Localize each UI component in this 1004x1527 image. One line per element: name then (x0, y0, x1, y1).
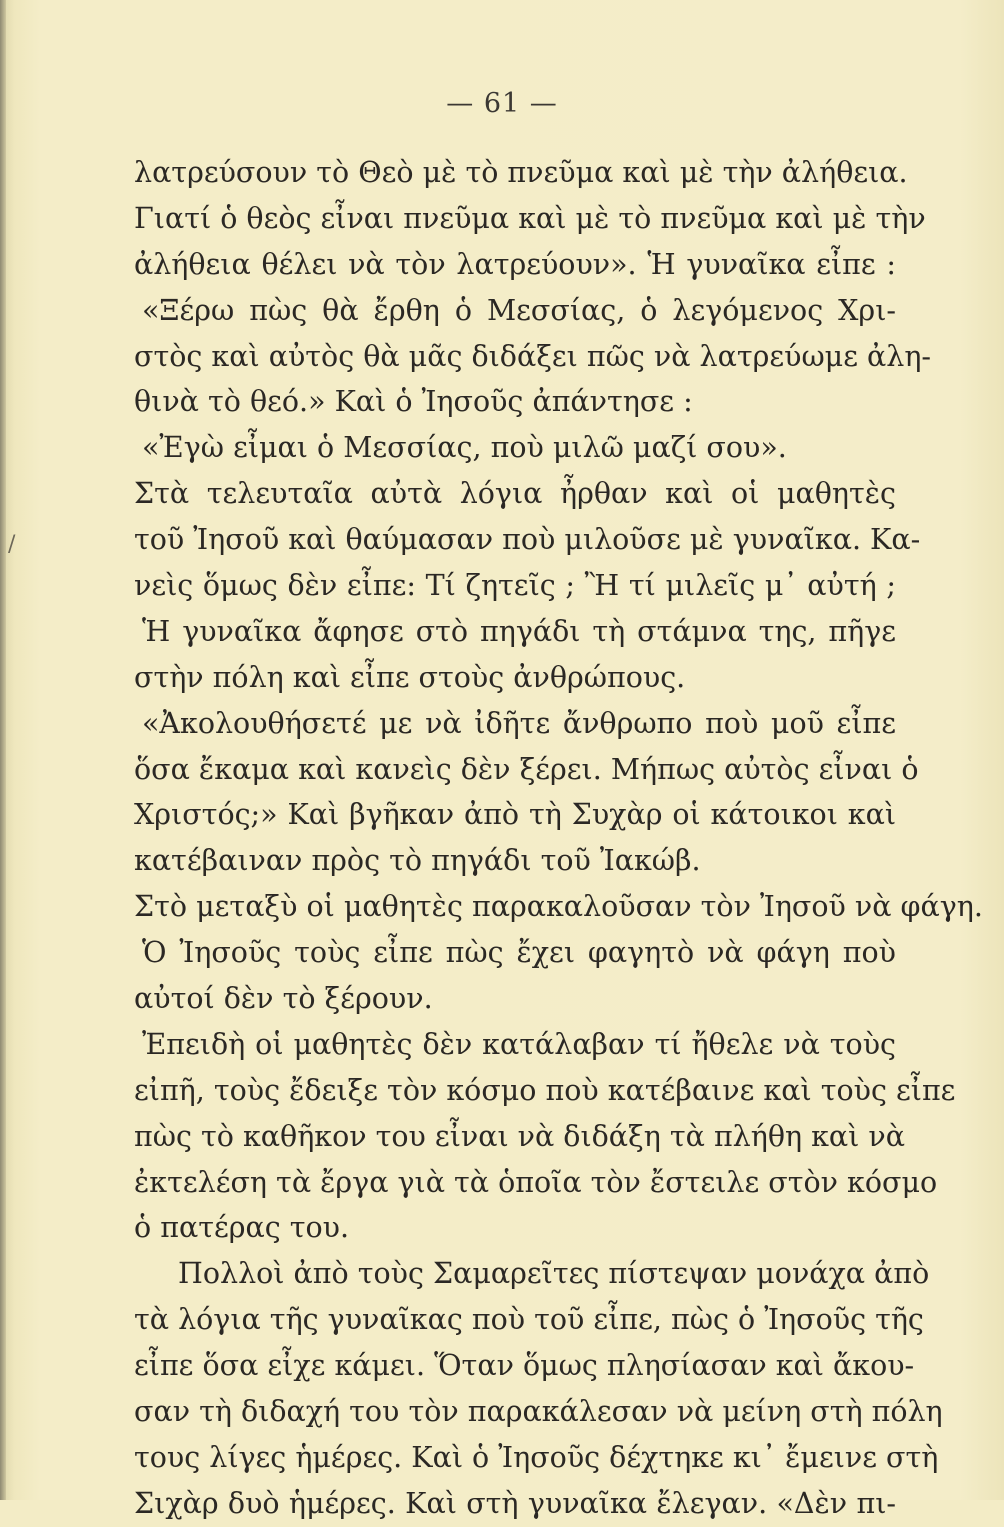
text-line: τους λίγες ἡμέρες. Καὶ ὁ Ἰησοῦς δέχτηκε κι᾽ ἔμεινε στὴ (134, 1440, 939, 1474)
page-edge-shadow (0, 0, 6, 1500)
text-line: στὸς καὶ αὐτὸς θὰ μᾶς διδάξει πῶς νὰ λατρεύωμε ἀλη- (134, 339, 932, 373)
text-line: Ἡ γυναῖκα ἄφησε στὸ πηγάδι τὴ στάμνα της, πῆγε (142, 614, 896, 648)
text-line: λατρεύσουν τὸ Θεὸ μὲ τὸ πνεῦμα καὶ μὲ τὴν ἀλήθεια. (134, 156, 908, 189)
text-line: νεὶς ὅμως δὲν εἶπε: Τί ζητεῖς ; Ἢ τί μιλεῖς μ᾽ αὐτή ; (134, 569, 896, 603)
text-line: Χριστός;» Καὶ βγῆκαν ἀπὸ τὴ Συχὰρ οἱ κάτοικοι καὶ (134, 798, 896, 832)
margin-pencil-mark: / (8, 532, 16, 557)
text-line: τοῦ Ἰησοῦ καὶ θαύμασαν ποὺ μιλοῦσε μὲ γυναῖκα. Κα- (134, 523, 921, 557)
text-line: «Ἀκολουθήσετέ με νὰ ἰδῆτε ἄνθρωπο ποὺ μοῦ εἶπε (142, 706, 896, 740)
text-line: «Ἐγὼ εἶμαι ὁ Μεσσίας, ποὺ μιλῶ μαζί σου». (142, 431, 787, 465)
text-line: Σιχὰρ δυὸ ἡμέρες. Καὶ στὴ γυναῖκα ἔλεγαν. «Δὲν πι- (134, 1486, 896, 1520)
text-line: κατέβαιναν πρὸς τὸ πηγάδι τοῦ Ἰακώβ. (134, 844, 701, 878)
text-line: ἐκτελέση τὰ ἔργα γιὰ τὰ ὁποῖα τὸν ἔστειλε στὸν κόσμο (134, 1165, 938, 1199)
text-line: Ἐπειδὴ οἱ μαθητὲς δὲν κατάλαβαν τί ἤθελε νὰ τοὺς (142, 1027, 896, 1061)
page-number: — 61 — (446, 88, 558, 119)
text-line: Ὁ Ἰησοῦς τοὺς εἶπε πὼς ἔχει φαγητὸ νὰ φάγη ποὺ (142, 936, 896, 970)
text-line: ὁ πατέρας του. (134, 1211, 350, 1245)
text-line: πὼς τὸ καθῆκον του εἶναι νὰ διδάξη τὰ πλήθη καὶ νὰ (134, 1119, 905, 1153)
text-line: εἰπῆ, τοὺς ἔδειξε τὸν κόσμο ποὺ κατέβαινε καὶ τοὺς εἶπε (134, 1073, 956, 1107)
text-line: εἶπε ὅσα εἶχε κάμει. Ὅταν ὅμως πλησίασαν καὶ ἄκου- (134, 1349, 915, 1383)
text-line: Πολλοὶ ἀπὸ τοὺς Σαμαρεῖτες πίστεψαν μονάχα ἀπὸ (178, 1257, 930, 1291)
text-line: ὅσα ἔκαμα καὶ κανεὶς δὲν ξέρει. Μήπως αὐτὸς εἶναι ὁ (134, 752, 919, 786)
text-line: θινὰ τὸ θεό.» Καὶ ὁ Ἰησοῦς ἀπάντησε : (134, 385, 693, 419)
text-line: Γιατί ὁ θεὸς εἶναι πνεῦμα καὶ μὲ τὸ πνεῦμα καὶ μὲ τὴν (134, 201, 926, 235)
text-line: σαν τὴ διδαχή του τὸν παρακάλεσαν νὰ μείνη στὴ πόλη (134, 1395, 943, 1429)
text-line: «Ξέρω πὼς θὰ ἔρθη ὁ Μεσσίας, ὁ λεγόμενος Χρι- (142, 293, 896, 327)
text-line: Στὰ τελευταῖα αὐτὰ λόγια ἦρθαν καὶ οἱ μαθητὲς (134, 477, 896, 511)
body-text (134, 150, 983, 1527)
text-line: ἀλήθεια θέλει νὰ τὸν λατρεύουν». Ἡ γυναῖκα εἶπε : (134, 247, 896, 281)
text-line: αὐτοί δὲν τὸ ξέρουν. (134, 982, 433, 1016)
text-line: στὴν πόλη καὶ εἶπε στοὺς ἀνθρώπους. (134, 660, 686, 694)
text-line: Στὸ μεταξὺ οἱ μαθητὲς παρακαλοῦσαν τὸν Ἰησοῦ νὰ φάγη. (134, 890, 983, 924)
text-line: τὰ λόγια τῆς γυναῖκας ποὺ τοῦ εἶπε, πὼς ὁ Ἰησοῦς τῆς (134, 1303, 924, 1337)
